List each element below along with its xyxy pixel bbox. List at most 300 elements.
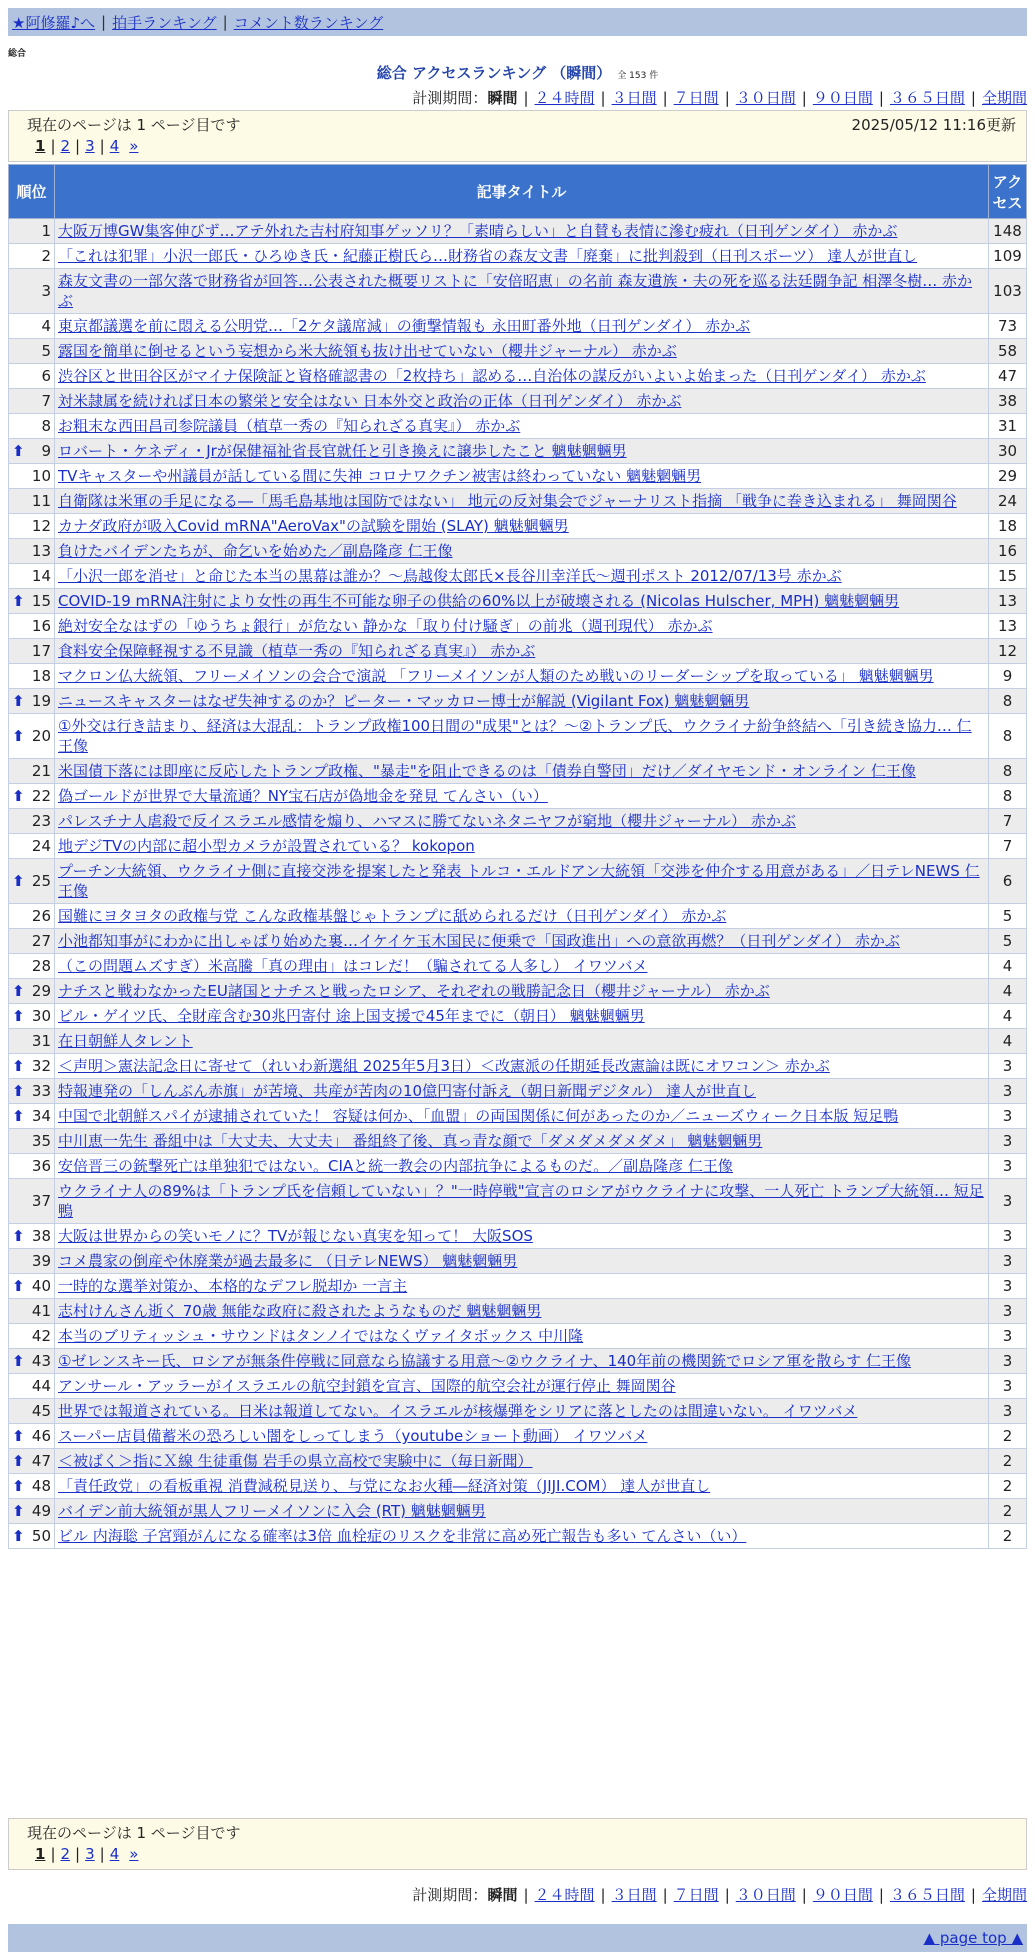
rank-up-arrow-icon: ⬆ [12,1527,25,1545]
table-row [9,1524,1027,1549]
period-link-1[interactable]: ３日間 [611,89,657,107]
rank-number: 44 [31,1377,51,1395]
rank-cell [9,414,55,439]
rank-number: 35 [31,1132,51,1150]
access-count: 2 [989,1524,1027,1549]
article-title-link[interactable]: バイデン前大統領が黒人フリーメイソンに入会 (RT) 魑魅魍魎男 [58,1502,486,1520]
page-link-2[interactable]: 2 [60,1845,71,1863]
rank-cell [9,489,55,514]
page-top-link[interactable]: ▲ page top ▲ [923,1929,1023,1947]
header-rank: 順位 [9,165,55,219]
rank-number: 2 [41,247,51,265]
ranking-table [8,164,1027,1549]
article-title-link[interactable]: 特報連発の「しんぶん赤旗」が苦境、共産が苦肉の10億円寄付訴え（朝日新聞デジタル） 達人が世直し [58,1082,756,1100]
article-title-link[interactable]: ウクライナ人の89%は「トランプ氏を信頼していない」？"一時停戦"宣言のロシアがウクライナに攻撃、一人死亡 トランプ大統領… 短足鴨 [58,1182,984,1220]
title-cell [55,1029,989,1054]
rank-up-arrow-icon: ⬆ [12,1082,25,1100]
rank-cell [9,514,55,539]
rank-cell [9,1299,55,1324]
rank-number: 42 [31,1327,51,1345]
period-separator: | [600,1886,606,1904]
rank-number: 28 [31,957,51,975]
rank-cell [9,689,55,714]
access-count: 2 [989,1499,1027,1524]
page-separator: | [50,1845,56,1863]
article-title-link[interactable]: 大阪万博GW集客伸びず…アテ外れた吉村府知事ゲッソリ？「素晴らしい」と自賛も表情に滲む疲れ（日刊ゲンダイ） 赤かぶ [58,222,898,240]
rank-cell [9,564,55,589]
rank-number: 33 [31,1082,51,1100]
rank-cell [9,714,55,759]
title-cell [55,564,989,589]
title-cell [55,1224,989,1249]
access-count: 31 [989,414,1027,439]
rank-up-arrow-icon: ⬆ [12,1352,25,1370]
rank-number: 20 [31,727,51,745]
rank-cell [9,244,55,269]
access-count: 2 [989,1474,1027,1499]
period-link-4[interactable]: ９０日間 [812,89,873,107]
updated-time: 2025/05/12 11:16更新 [851,115,1016,134]
article-title-link[interactable]: スーパー店員備蓄米の恐ろしい闇をしってしまう（youtubeショート動画） イワツバメ [58,1427,648,1445]
article-title-link[interactable]: ナチスと戦わなかったEU諸国とナチスと戦ったロシア、それぞれの戦勝記念日（櫻井ジャーナル） 赤かぶ [58,982,770,1000]
rank-cell [9,1104,55,1129]
article-title-link[interactable]: TVキャスターや州議員が話している間に失神 コロナワクチン被害は終わっていない 魑魅魍魎男 [58,467,702,485]
title-cell [55,539,989,564]
article-title-link[interactable]: ＜声明＞憲法記念日に寄せて（れいわ新選組 2025年5月3日）＜改憲派の任期延長改憲論は既にオワコン＞ 赤かぶ [58,1057,830,1075]
period-separator: | [801,89,807,107]
article-title-link[interactable]: COVID-19 mRNA注射により女性の再生不可能な卵子の供給の60%以上が破壊される (Nicolas Hulscher, MPH) 魑魅魍魎男 [58,592,900,610]
period-current: 瞬間 [487,89,518,107]
rank-cell [9,929,55,954]
nav-separator: | [101,13,107,31]
table-row [9,1129,1027,1154]
title-cell [55,1104,989,1129]
page-next-link[interactable]: » [129,137,139,155]
table-row [9,904,1027,929]
rank-cell [9,1374,55,1399]
article-title-link[interactable]: 食料安全保障軽視する不見識（植草一秀の『知られざる真実』） 赤かぶ [58,642,536,660]
rank-cell [9,389,55,414]
rank-number: 32 [31,1057,51,1075]
rank-number: 45 [31,1402,51,1420]
ranking-title: 総合 アクセスランキング （瞬間） [376,64,612,82]
access-count: 13 [989,589,1027,614]
title-cell [55,1449,989,1474]
period-separator: | [523,1886,529,1904]
access-count: 29 [989,464,1027,489]
period-separator: | [724,89,730,107]
header-title: 記事タイトル [55,165,989,219]
rank-number: 5 [41,342,51,360]
rank-cell [9,664,55,689]
rank-cell [9,364,55,389]
access-count: 3 [989,1054,1027,1079]
article-title-link[interactable]: 対米隷属を続ければ日本の繁栄と安全はない 日本外交と政治の正体（日刊ゲンダイ） 赤かぶ [58,392,682,410]
page-separator: | [50,137,56,155]
page-separator: | [75,137,81,155]
title-cell [55,1324,989,1349]
period-link-6[interactable]: 全期間 [981,89,1027,107]
article-title-link[interactable]: 東京都議選を前に悶える公明党…「2ケタ議席減」の衝撃情報も 永田町番外地（日刊ゲンダイ） 赤かぶ [58,317,751,335]
access-count: 3 [989,1349,1027,1374]
table-row [9,759,1027,784]
table-row [9,269,1027,314]
article-title-link[interactable]: ①ゼレンスキー氏、ロシアが無条件停戦に同意なら協議する用意～②ウクライナ、140年前の機関銃でロシア軍を散らす 仁王像 [58,1352,911,1370]
article-title-link[interactable]: 露国を簡単に倒せるという妄想から米大統領も抜け出せていない（櫻井ジャーナル） 赤かぶ [58,342,677,360]
table-row [9,1249,1027,1274]
rank-cell [9,464,55,489]
rank-cell [9,219,55,244]
page-info-top [8,110,1027,162]
header-access: アクセス [989,165,1027,219]
article-title-link[interactable]: マクロン仏大統領、フリーメイソンの会合で演説 「フリーメイソンが人類のため戦いのリーダーシップを取っている」 魑魅魍魎男 [58,667,934,685]
access-count: 3 [989,1374,1027,1399]
table-row [9,1374,1027,1399]
rank-number: 27 [31,932,51,950]
period-link-3[interactable]: ３０日間 [735,89,796,107]
access-count: 4 [989,1004,1027,1029]
period-separator: | [662,89,668,107]
rank-up-arrow-icon: ⬆ [12,1007,25,1025]
article-title-link[interactable]: ＜被ばく＞指にＸ線 生徒重傷 岩手の県立高校で実験中に（毎日新聞） [58,1452,533,1470]
rank-number: 8 [41,417,51,435]
table-row [9,954,1027,979]
rank-up-arrow-icon: ⬆ [12,1227,25,1245]
table-row [9,364,1027,389]
rank-number: 11 [31,492,51,510]
article-title-link[interactable]: 「小沢一郎を消せ」と命じた本当の黒幕は誰か？～鳥越俊太郎氏×長谷川幸洋氏～週刊ポスト 2012/07/13号 赤かぶ [58,567,842,585]
article-title-link[interactable]: 本当のブリティッシュ・サウンドはタンノイではなくヴァイタボックス 中川隆 [58,1327,584,1345]
rank-cell [9,1524,55,1549]
title-cell [55,809,989,834]
title-cell [55,1499,989,1524]
table-row [9,1424,1027,1449]
access-count: 3 [989,1249,1027,1274]
access-count: 30 [989,439,1027,464]
table-row [9,1449,1027,1474]
table-row [9,1399,1027,1424]
rank-cell [9,269,55,314]
article-title-link[interactable]: ロバート・ケネディ・Jrが保健福祉省長官就任と引き換えに譲歩したこと 魑魅魍魎男 [58,442,627,460]
title-cell [55,414,989,439]
table-row [9,1324,1027,1349]
nav-link-0[interactable]: ★阿修羅♪へ [12,13,96,32]
access-count: 3 [989,1154,1027,1179]
period-link-1[interactable]: ３日間 [611,1886,657,1904]
rank-number: 12 [31,517,51,535]
page-info-bottom [8,1818,1027,1870]
article-title-link[interactable]: （この問題ムズすぎ）米高騰「真の理由」はコレだ！（騙されてる人多し） イワツバメ [58,957,648,975]
article-title-link[interactable]: 森友文書の一部欠落で財務省が回答…公表された概要リストに「安倍昭恵」の名前 森友遺族・夫の死を巡る法廷闘争記 相澤冬樹… 赤かぶ [58,272,973,310]
table-row [9,639,1027,664]
table-row [9,1179,1027,1224]
title-cell [55,1349,989,1374]
period-link-0[interactable]: ２４時間 [534,89,595,107]
access-count: 5 [989,904,1027,929]
rank-number: 48 [31,1477,51,1495]
title-cell [55,314,989,339]
rank-up-arrow-icon: ⬆ [12,787,25,805]
rank-up-arrow-icon: ⬆ [12,1427,25,1445]
rank-cell [9,1129,55,1154]
title-cell [55,664,989,689]
rank-cell [9,1249,55,1274]
table-row [9,464,1027,489]
table-row [9,589,1027,614]
article-title-link[interactable]: 世界では報道されている。日米は報道してない。イスラエルが核爆弾をシリアに落としたのは間違いない。 イワツバメ [58,1402,858,1420]
access-count: 13 [989,614,1027,639]
rank-cell [9,339,55,364]
period-separator: | [523,89,529,107]
rank-cell [9,784,55,809]
rank-number: 40 [31,1277,51,1295]
rank-number: 21 [31,762,51,780]
title-cell [55,219,989,244]
access-count: 148 [989,219,1027,244]
title-cell [55,244,989,269]
access-count: 58 [989,339,1027,364]
nav-link-1[interactable]: 拍手ランキング [112,13,217,32]
article-title-link[interactable]: カナダ政府が吸入Covid mRNA"AeroVax"の試験を開始 (SLAY) 魑魅魍魎男 [58,517,569,535]
access-count: 16 [989,539,1027,564]
period-link-3[interactable]: ３０日間 [735,1886,796,1904]
item-count: 全 153 件 [617,71,659,81]
title-cell [55,859,989,904]
access-count: 8 [989,689,1027,714]
article-title-link[interactable]: アンサール・アッラーがイスラエルの航空封鎖を宣言、国際的航空会社が運行停止 舞岡関谷 [58,1377,676,1395]
page-current: 1 [35,1845,46,1863]
rank-number: 31 [31,1032,51,1050]
rank-number: 19 [31,692,51,710]
access-count: 2 [989,1424,1027,1449]
article-title-link[interactable]: 中国で北朝鮮スパイが逮捕されていた！ 容疑は何か、「血盟」の両国関係に何があったのか／ニューズウィーク日本版 短足鴨 [58,1107,899,1125]
title-cell [55,714,989,759]
period-current: 瞬間 [487,1886,518,1904]
period-link-2[interactable]: ７日間 [673,1886,719,1904]
current-page-text-bottom: 現在のページは 1 ページ目です [27,1823,241,1842]
article-title-link[interactable]: 中川恵一先生 番組中は「大丈夫、大丈夫」 番組終了後、真っ青な顔で「ダメダメダメダメ」 魑魅魍魎男 [58,1132,763,1150]
access-count: 12 [989,639,1027,664]
article-title-link[interactable]: 小池都知事がにわかに出しゃばり始めた裏…イケイケ玉木国民に便乗で「国政進出」への意欲再燃？（日刊ゲンダイ） 赤かぶ [58,932,900,950]
access-count: 3 [989,1274,1027,1299]
article-title-link[interactable]: お粗末な西田昌司参院議員（植草一秀の『知られざる真実』） 赤かぶ [58,417,521,435]
rank-number: 30 [31,1007,51,1025]
access-count: 7 [989,809,1027,834]
article-title-link[interactable]: プーチン大統領、ウクライナ側に直接交渉を提案したと発表 トルコ・エルドアン大統領「交渉を仲介する用意がある」／日テレNEWS 仁王像 [58,862,980,900]
access-count: 47 [989,364,1027,389]
page-separator: | [99,137,105,155]
article-title-link[interactable]: ニュースキャスターはなぜ失神するのか？ピーター・マッカロー博士が解説 (Vigilant Fox) 魑魅魍魎男 [58,692,750,710]
period-link-5[interactable]: ３６５日間 [889,1886,965,1904]
rank-number: 50 [31,1527,51,1545]
title-cell [55,389,989,414]
article-title-link[interactable]: パレスチナ人虐殺で反イスラエル感情を煽り、ハマスに勝てないネタニヤフが窮地（櫻井ジャーナル） 赤かぶ [58,812,796,830]
table-row [9,244,1027,269]
rank-cell [9,1324,55,1349]
page-link-3[interactable]: 3 [85,137,95,155]
article-title-link[interactable]: 米国債下落には即座に反応したトランプ政権、"暴走"を阻止できるのは「債券自警団」だけ／ダイヤモンド・オンライン 仁王像 [58,762,916,780]
table-row [9,859,1027,904]
title-cell [55,759,989,784]
access-count: 103 [989,269,1027,314]
rank-up-arrow-icon: ⬆ [12,692,25,710]
period-selector-top [412,87,1027,108]
rank-cell [9,904,55,929]
access-count: 3 [989,1324,1027,1349]
period-separator: | [970,1886,976,1904]
rank-number: 49 [31,1502,51,1520]
rank-number: 37 [31,1192,51,1210]
article-title-link[interactable]: 地デジTVの内部に超小型カメラが設置されている？ kokopon [58,837,475,855]
table-row [9,714,1027,759]
table-row [9,314,1027,339]
page-link-4[interactable]: 4 [109,137,120,155]
article-title-link[interactable]: 「責任政党」の看板重視 消費減税見送り、与党になお火種―経済対策（JIJI.COM） 達人が世直し [58,1477,711,1495]
rank-cell [9,1154,55,1179]
title-cell [55,589,989,614]
period-separator: | [724,1886,730,1904]
article-title-link[interactable]: 志村けんさん逝く 70歳 無能な政府に殺されたようなものだ 魑魅魍魎男 [58,1302,542,1320]
title-cell [55,1299,989,1324]
rank-cell [9,614,55,639]
title-cell [55,1154,989,1179]
table-row [9,514,1027,539]
article-title-link[interactable]: 「これは犯罪」小沢一郎氏・ひろゆき氏・紀藤正樹氏ら…財務省の森友文書「廃棄」に批判殺到（日刊スポーツ） 達人が世直し [58,247,918,265]
title-cell [55,1474,989,1499]
access-count: 2 [989,1449,1027,1474]
period-link-0[interactable]: ２４時間 [534,1886,595,1904]
table-row [9,1104,1027,1129]
article-title-link[interactable]: コメ農家の倒産や休廃業が過去最多に （日テレNEWS） 魑魅魍魎男 [58,1252,518,1270]
table-row [9,339,1027,364]
rank-number: 38 [31,1227,51,1245]
page-link-2[interactable]: 2 [60,137,71,155]
table-row [9,979,1027,1004]
access-count: 3 [989,1179,1027,1224]
table-row [9,389,1027,414]
bottom-bar [8,1924,1027,1952]
access-count: 3 [989,1299,1027,1324]
article-title-link[interactable]: 国難にヨタヨタの政権与党 こんな政権基盤じゃトランプに舐められるだけ（日刊ゲンダイ） 赤かぶ [58,907,727,925]
rank-up-arrow-icon: ⬆ [12,1477,25,1495]
nav-link-2[interactable]: コメント数ランキング [233,13,384,32]
rank-up-arrow-icon: ⬆ [12,1452,25,1470]
period-link-4[interactable]: ９０日間 [812,1886,873,1904]
rank-up-arrow-icon: ⬆ [12,592,25,610]
table-row [9,1054,1027,1079]
table-row [9,834,1027,859]
rank-cell [9,1274,55,1299]
rank-cell [9,1449,55,1474]
rank-cell [9,314,55,339]
title-cell [55,1004,989,1029]
page-next-link[interactable]: » [129,1845,139,1863]
access-count: 3 [989,1129,1027,1154]
rank-number: 41 [31,1302,51,1320]
access-count: 38 [989,389,1027,414]
rank-number: 22 [31,787,51,805]
title-cell [55,1054,989,1079]
rank-up-arrow-icon: ⬆ [12,1107,25,1125]
period-separator: | [878,89,884,107]
table-row [9,1299,1027,1324]
access-count: 3 [989,1399,1027,1424]
title-cell [55,489,989,514]
rank-number: 15 [31,592,51,610]
rank-cell [9,1054,55,1079]
period-separator: | [970,89,976,107]
rank-number: 26 [31,907,51,925]
rank-number: 4 [41,317,51,335]
period-link-6[interactable]: 全期間 [981,1886,1027,1904]
article-title-link[interactable]: 一時的な選挙対策か、本格的なデフレ脱却か 一言主 [58,1277,408,1295]
period-link-2[interactable]: ７日間 [673,89,719,107]
rank-up-arrow-icon: ⬆ [12,442,25,460]
article-title-link[interactable]: 渋谷区と世田谷区がマイナ保険証と資格確認書の「2枚持ち」認める…自治体の謀反がいよいよ始まった（日刊ゲンダイ） 赤かぶ [58,367,926,385]
article-title-link[interactable]: 偽ゴールドが世界で大量流通？NY宝石店が偽地金を発見 てんさい（い） [58,787,548,805]
article-title-link[interactable]: 安倍晋三の銃撃死亡は単独犯ではない。CIAと統一教会の内部抗争によるものだ。／副島隆彦 仁王像 [58,1157,733,1175]
access-count: 8 [989,714,1027,759]
access-count: 18 [989,514,1027,539]
title-cell [55,1129,989,1154]
access-count: 3 [989,1079,1027,1104]
table-row [9,1474,1027,1499]
rank-number: 25 [31,872,51,890]
rank-number: 23 [31,812,51,830]
title-cell [55,689,989,714]
rank-number: 9 [41,442,51,460]
rank-number: 16 [31,617,51,635]
article-title-link[interactable]: ビル・ゲイツ氏、全財産含む30兆円寄付 途上国支援で45年までに（朝日） 魑魅魍魎男 [58,1007,645,1025]
page-link-4[interactable]: 4 [109,1845,120,1863]
access-count: 109 [989,244,1027,269]
table-row [9,439,1027,464]
table-row [9,664,1027,689]
rank-number: 24 [31,837,51,855]
article-title-link[interactable]: 大阪は世界からの笑いモノに？TVが報じない真実を知って！ 大阪SOS [58,1227,533,1245]
access-count: 8 [989,759,1027,784]
table-row [9,539,1027,564]
article-title-link[interactable]: 自衛隊は米軍の手足になる―「馬毛島基地は国防ではない」 地元の反対集会でジャーナリスト指摘 「戦争に巻き込まれる」 舞岡関谷 [58,492,957,510]
rank-number: 34 [31,1107,51,1125]
title-cell [55,1424,989,1449]
rank-cell [9,759,55,784]
access-count: 4 [989,954,1027,979]
article-title-link[interactable]: ビル 内海聡 子宮頸がんになる確率は3倍 血栓症のリスクを非常に高め死亡報告も多い てんさい（い） [58,1527,747,1545]
pagination-bottom [19,1843,1016,1865]
period-label: 計測期間： [412,1886,488,1904]
rank-cell [9,1349,55,1374]
article-title-link[interactable]: ①外交は行き詰まり、経済は大混乱：トランプ政権100日間の"成果"とは？～②トランプ氏、ウクライナ紛争終結へ「引き続き協力… 仁王像 [58,717,972,755]
pagination-top [19,135,1016,157]
table-row [9,1349,1027,1374]
rank-cell [9,1424,55,1449]
page-link-3[interactable]: 3 [85,1845,95,1863]
title-cell [55,639,989,664]
table-row [9,1029,1027,1054]
period-separator: | [600,89,606,107]
article-title-link[interactable]: 負けたバイデンたちが、命乞いを始めた／副島隆彦 仁王像 [58,542,453,560]
period-link-5[interactable]: ３６５日間 [889,89,965,107]
access-count: 3 [989,1224,1027,1249]
rank-number: 7 [41,392,51,410]
rank-cell [9,1079,55,1104]
article-title-link[interactable]: 在日朝鮮人タレント [58,1032,193,1050]
rank-cell [9,1224,55,1249]
article-title-link[interactable]: 絶対安全なはずの「ゆうちょ銀行」が危ない 静かな「取り付け騒ぎ」の前兆（週刊現代） 赤かぶ [58,617,713,635]
table-row [9,1499,1027,1524]
rank-cell [9,439,55,464]
